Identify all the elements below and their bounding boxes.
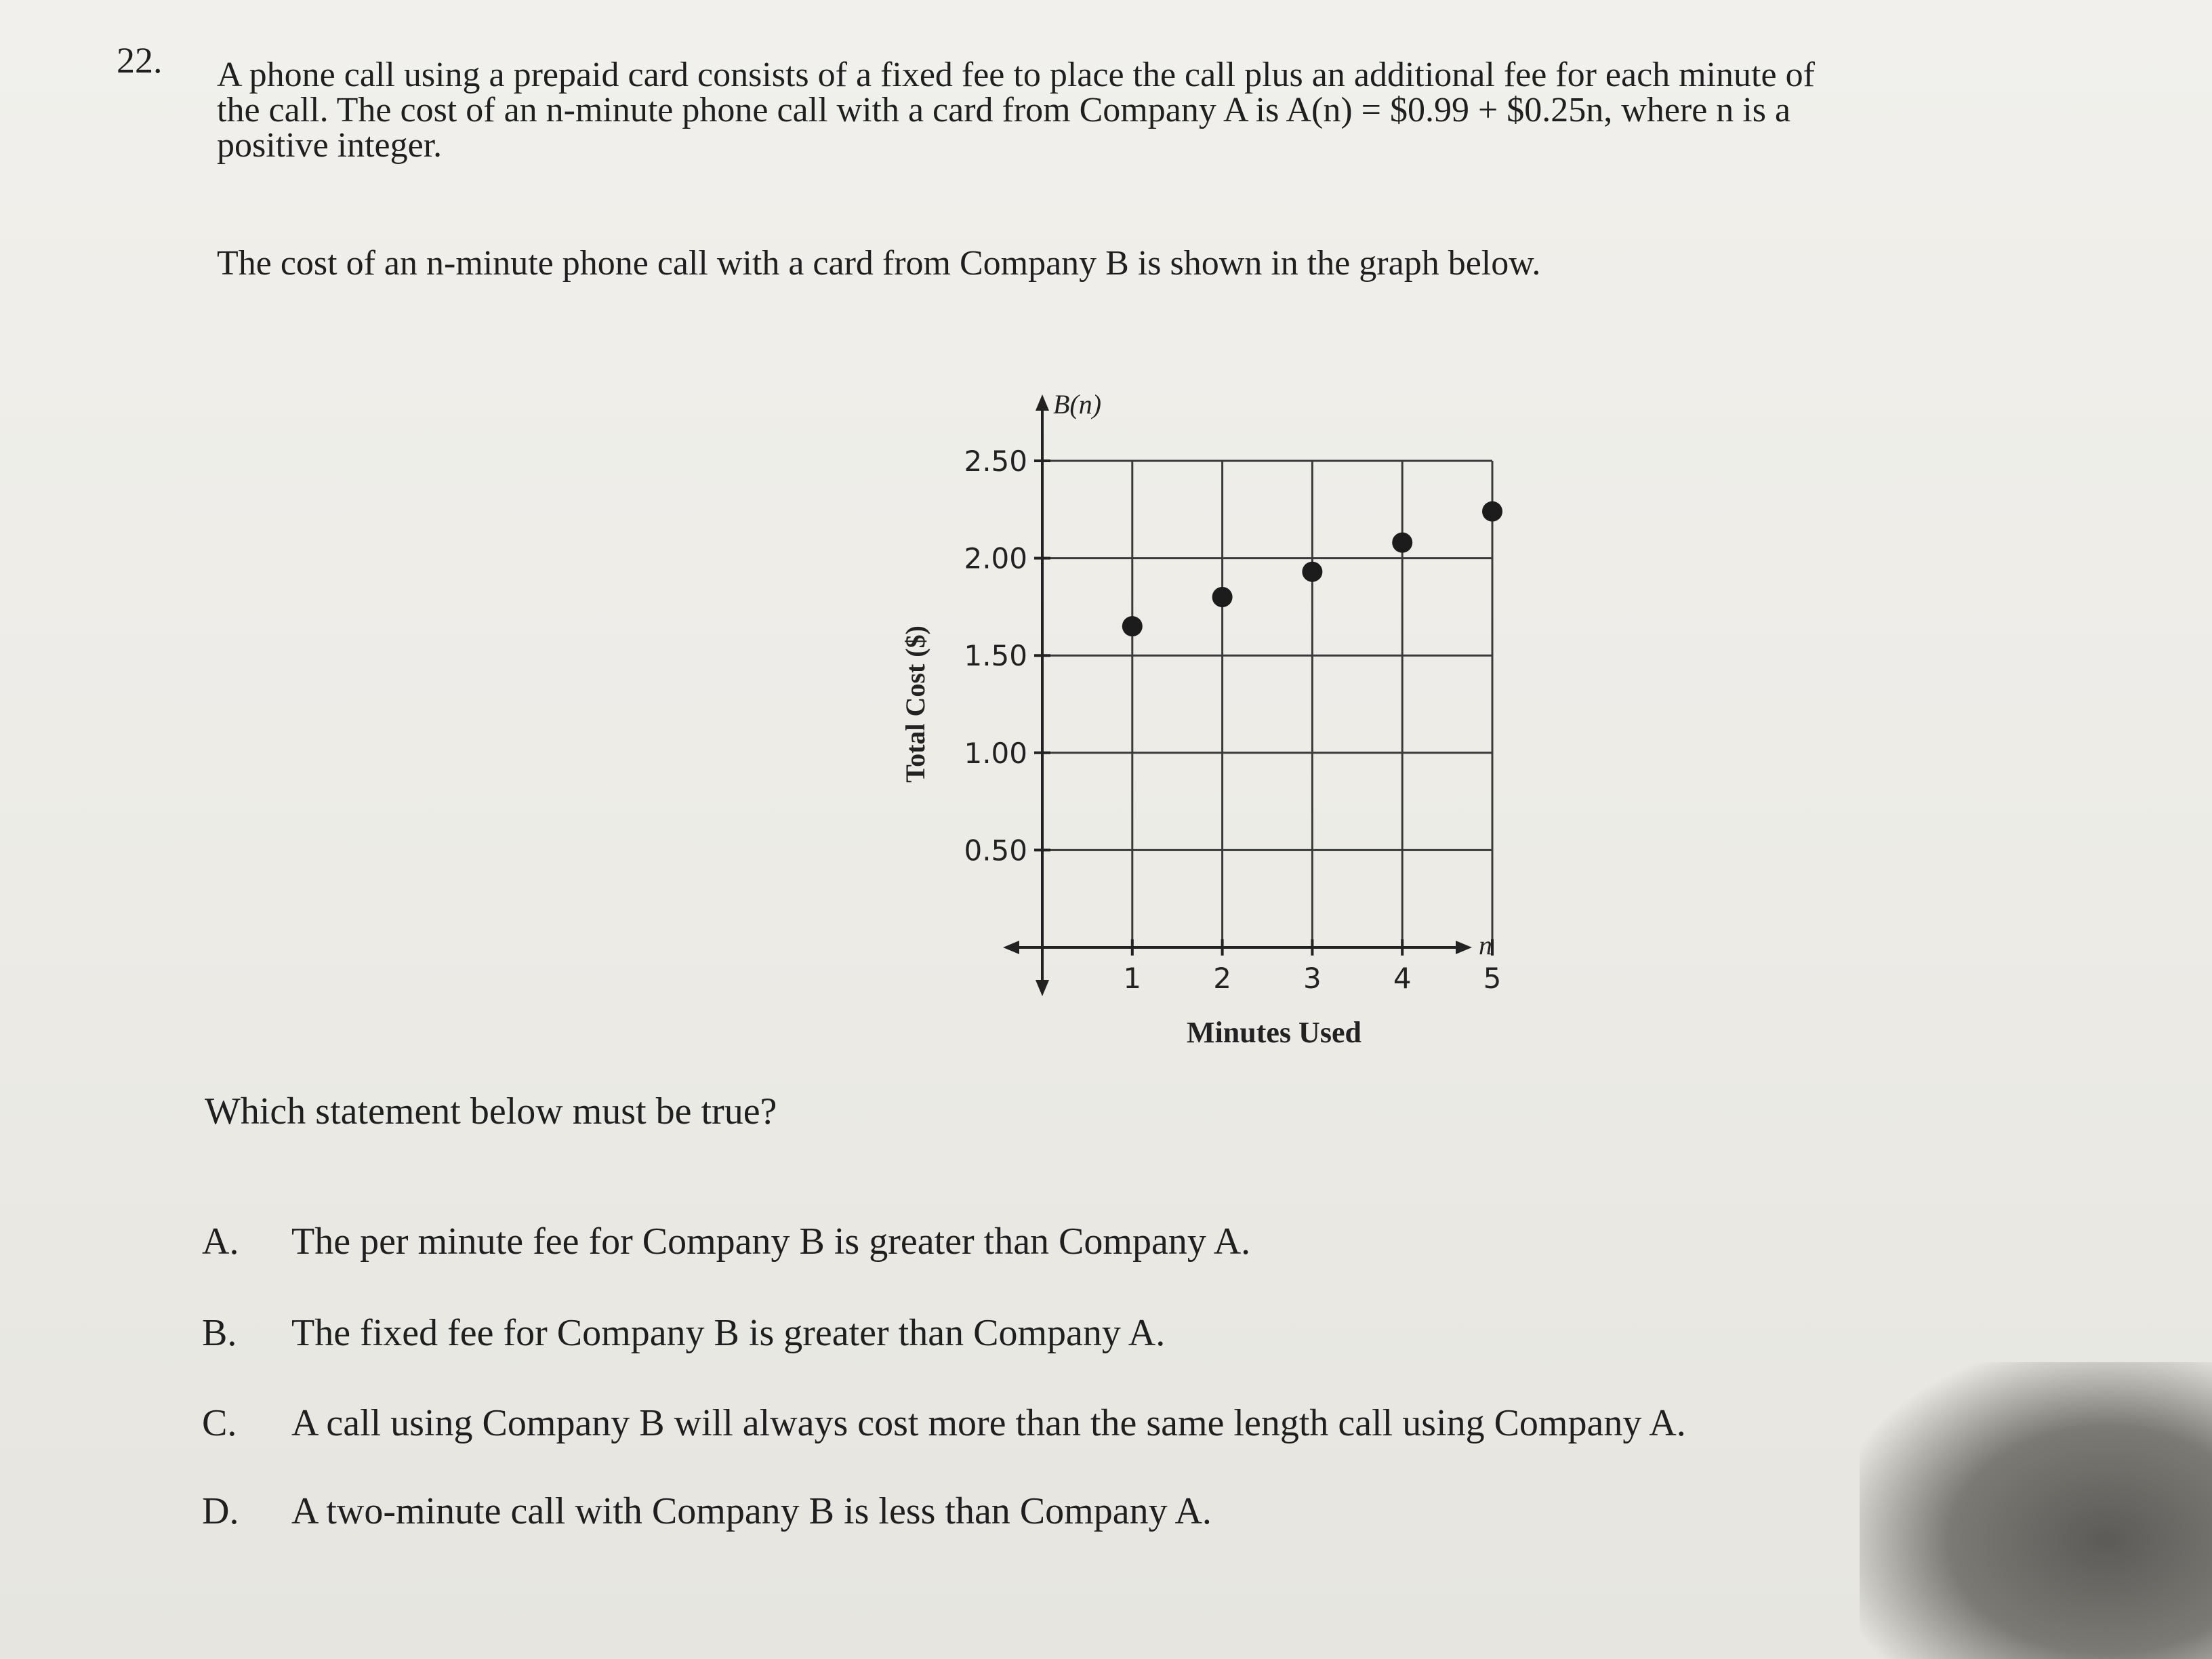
x-tick-labels <box>1123 962 1501 995</box>
x-axis-arrow-left <box>1003 941 1019 954</box>
question-number: 22. <box>117 40 163 81</box>
option-a-text: The per minute fee for Company B is greater than Company A. <box>291 1221 1251 1263</box>
data-point <box>1482 501 1502 522</box>
x-tick-label: 5 <box>1483 962 1502 995</box>
function-label: B(n) <box>1053 389 1102 419</box>
option-d[interactable] <box>202 1490 1212 1533</box>
data-point <box>1302 562 1322 582</box>
company-b-cost-chart <box>895 380 1504 1057</box>
y-axis-title: Total Cost ($) <box>900 626 930 783</box>
y-tick-label: 0.50 <box>964 834 1027 867</box>
option-a-letter: A. <box>202 1221 239 1263</box>
x-tick-label: 3 <box>1303 962 1322 995</box>
data-point <box>1122 616 1143 636</box>
y-tick-label: 2.00 <box>964 541 1027 575</box>
option-b-text: The fixed fee for Company B is greater than Company A. <box>291 1312 1166 1354</box>
question-intro <box>217 53 1815 168</box>
option-b-letter: B. <box>202 1312 237 1354</box>
data-point <box>1212 587 1233 607</box>
x-tick-label: 2 <box>1213 962 1231 995</box>
y-tick-labels <box>964 445 1027 867</box>
x-tick-label: 1 <box>1123 962 1142 995</box>
intro-line-3: positive integer. <box>217 126 443 165</box>
y-tick-label: 2.50 <box>964 445 1027 478</box>
option-c-text: A call using Company B will always cost more than the same length call using Company A. <box>291 1402 1686 1444</box>
option-c-letter: C. <box>202 1402 237 1444</box>
graph-description: The cost of an n-minute phone call with a card from Company B is shown in the graph below. <box>217 244 1541 283</box>
chart-grid <box>1034 461 1492 956</box>
x-axis-arrow-right <box>1456 941 1472 954</box>
x-variable-label: n <box>1479 930 1492 960</box>
option-b[interactable] <box>202 1311 1165 1355</box>
y-tick-label: 1.00 <box>964 736 1027 770</box>
question-prompt: Which statement below must be true? <box>205 1090 777 1132</box>
intro-line-1: A phone call using a prepaid card consists of a fixed fee to place the call plus an additional fee for each minute of <box>217 56 1815 94</box>
option-c[interactable] <box>202 1401 1686 1445</box>
x-axis-title: Minutes Used <box>1187 1016 1361 1049</box>
y-axis-arrow-up <box>1036 394 1049 411</box>
intro-line-2: the call. The cost of an n-minute phone call with a card from Company A is A(n) = $0.99 + $0.25n, where n is a <box>217 91 1791 129</box>
option-d-letter: D. <box>202 1490 239 1532</box>
option-d-text: A two-minute call with Company B is less than Company A. <box>291 1490 1212 1532</box>
y-axis-arrow-down <box>1036 980 1049 996</box>
x-tick-label: 4 <box>1393 962 1412 995</box>
hand-shadow <box>1860 1362 2212 1659</box>
data-point <box>1392 533 1412 553</box>
y-tick-label: 1.50 <box>964 639 1027 673</box>
option-a[interactable] <box>202 1220 1250 1263</box>
